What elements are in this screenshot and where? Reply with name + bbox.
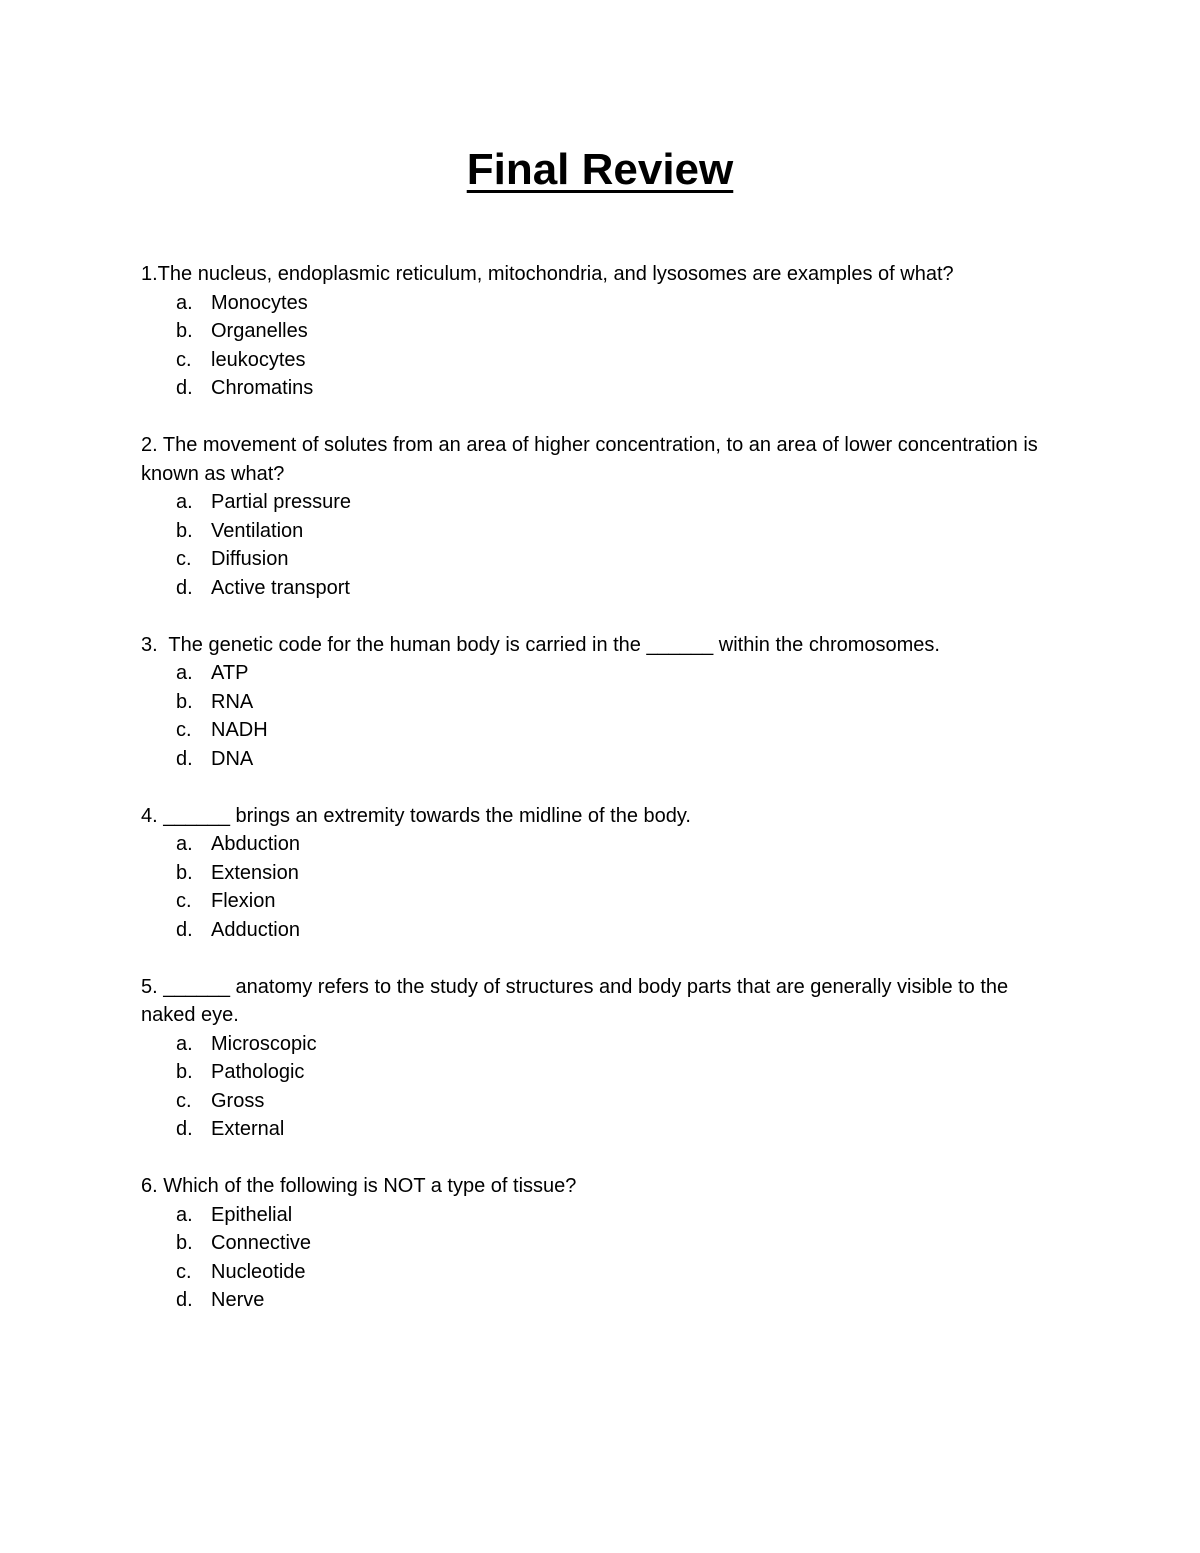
option-letter: a. <box>176 491 193 513</box>
option-letter: b. <box>176 320 193 342</box>
answer-option <box>141 574 1061 603</box>
answer-option <box>141 859 1061 888</box>
answer-option <box>141 688 1061 717</box>
option-letter: d. <box>176 1289 193 1311</box>
answer-option <box>141 830 1061 859</box>
option-text: Abduction <box>211 833 300 855</box>
option-letter: a. <box>176 833 193 855</box>
answer-options <box>141 659 1061 773</box>
option-text: ATP <box>211 662 249 684</box>
option-letter: d. <box>176 747 193 770</box>
option-text: Pathologic <box>211 1061 305 1083</box>
option-letter: c. <box>176 348 192 371</box>
answer-option <box>141 1286 1061 1315</box>
option-letter: d. <box>176 377 193 399</box>
question-4 <box>141 802 1061 945</box>
option-letter: a. <box>176 1032 193 1055</box>
answer-option <box>141 916 1061 945</box>
option-letter: c. <box>176 890 192 912</box>
option-letter: c. <box>176 548 192 570</box>
option-text: Flexion <box>211 890 276 912</box>
option-text: Active transport <box>211 576 350 599</box>
option-text: RNA <box>211 690 254 713</box>
option-text: Extension <box>211 861 299 884</box>
answer-option <box>141 745 1061 774</box>
option-text: Diffusion <box>211 548 289 570</box>
answer-option <box>141 887 1061 916</box>
question-2 <box>141 431 1061 602</box>
option-text: External <box>211 1118 285 1140</box>
answer-option <box>141 374 1061 403</box>
option-letter: b. <box>176 1061 193 1083</box>
answer-option <box>141 517 1061 546</box>
option-letter: a. <box>176 291 193 314</box>
option-text: Monocytes <box>211 291 308 314</box>
question-6 <box>141 1172 1061 1315</box>
question-text: 2. The movement of solutes from an area of higher concentration, to an area of lower concentration is known as what? <box>141 434 1038 485</box>
answer-option <box>141 317 1061 346</box>
answer-options <box>141 830 1061 944</box>
option-text: Chromatins <box>211 377 314 399</box>
option-text: Connective <box>211 1232 312 1254</box>
question-1 <box>141 260 1061 403</box>
option-letter: d. <box>176 918 193 941</box>
answer-options <box>141 1201 1061 1315</box>
option-text: NADH <box>211 719 268 741</box>
answer-option <box>141 1258 1061 1287</box>
answer-option <box>141 289 1061 318</box>
answer-option <box>141 659 1061 688</box>
question-3 <box>141 631 1061 774</box>
option-letter: b. <box>176 861 193 884</box>
answer-options <box>141 289 1061 403</box>
option-letter: b. <box>176 1232 193 1254</box>
option-text: Ventilation <box>211 519 304 542</box>
answer-option <box>141 1229 1061 1258</box>
answer-option <box>141 488 1061 517</box>
answer-option <box>141 1087 1061 1116</box>
option-text: Epithelial <box>211 1203 293 1226</box>
option-text: Nerve <box>211 1289 265 1311</box>
answer-option <box>141 1115 1061 1144</box>
answer-option <box>141 716 1061 745</box>
answer-option <box>141 545 1061 574</box>
option-text: Gross <box>211 1089 265 1112</box>
question-text: 5. ______ anatomy refers to the study of structures and body parts that are generally visible to the naked eye. <box>141 975 1009 1026</box>
answer-option <box>141 1201 1061 1230</box>
option-letter: d. <box>176 1118 193 1140</box>
option-text: Adduction <box>211 918 300 941</box>
option-text: Microscopic <box>211 1032 317 1055</box>
option-letter: c. <box>176 1089 192 1112</box>
question-text: 3. The genetic code for the human body is carried in the ______ within the chromosomes. <box>141 633 940 656</box>
page-title: Final Review <box>466 145 734 194</box>
question-text: 6. Which of the following is NOT a type of tissue? <box>141 1175 577 1197</box>
option-letter: b. <box>176 519 193 542</box>
question-list <box>141 260 1061 1343</box>
option-text: leukocytes <box>211 348 306 371</box>
question-5 <box>141 973 1061 1144</box>
option-text: Nucleotide <box>211 1260 306 1283</box>
answer-options <box>141 1030 1061 1144</box>
option-text: DNA <box>211 747 254 770</box>
option-letter: c. <box>176 1260 192 1283</box>
option-text: Partial pressure <box>211 491 352 513</box>
answer-option <box>141 346 1061 375</box>
option-letter: c. <box>176 719 192 741</box>
option-letter: b. <box>176 690 193 713</box>
option-letter: d. <box>176 576 193 599</box>
question-text: 1.The nucleus, endoplasmic reticulum, mitochondria, and lysosomes are examples of what? <box>141 263 954 285</box>
option-letter: a. <box>176 1203 193 1226</box>
option-text: Organelles <box>211 320 308 342</box>
option-letter: a. <box>176 662 193 684</box>
answer-option <box>141 1030 1061 1059</box>
question-text: 4. ______ brings an extremity towards the midline of the body. <box>141 804 691 827</box>
answer-options <box>141 488 1061 602</box>
answer-option <box>141 1058 1061 1087</box>
